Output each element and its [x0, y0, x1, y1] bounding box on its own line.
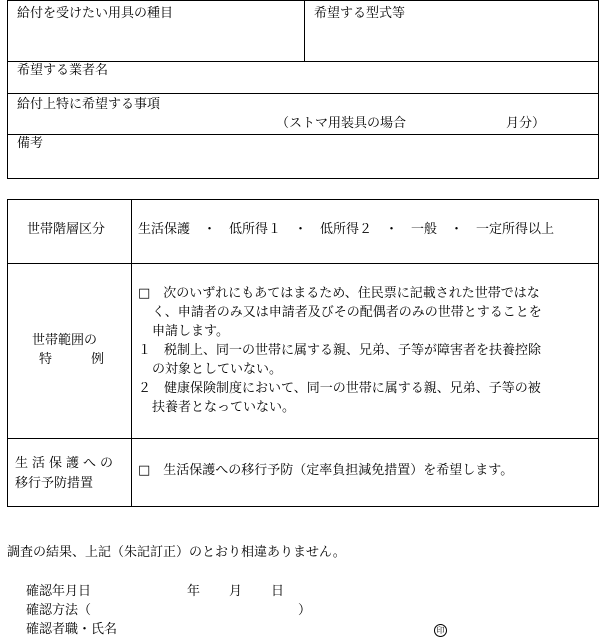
equipment-type-label: 給付を受けたい用具の種目 [17, 6, 174, 21]
household-label-divider [131, 199, 132, 507]
scope-text-line3: 申請します。 [152, 324, 229, 339]
scope-text-line2: く、申請者のみ又は申請者及びその配偶者のみの世帯とすることを [152, 305, 542, 320]
application-details-table [7, 0, 599, 179]
welfare-transfer-option[interactable]: □ 生活保護への移行予防（定率負担減免措置）を希望します。 [138, 463, 514, 478]
survey-statement: 調査の結果、上記（朱記訂正）のとおり相違ありません。 [7, 545, 346, 560]
stoma-note-suffix: 月分） [506, 116, 546, 131]
scope-checkbox-line[interactable]: □ 次のいずれにもあてはまるため、住民票に記載された世帯ではな [138, 286, 540, 301]
confirm-year-label: 年 [187, 584, 201, 599]
remarks-label: 備考 [17, 136, 44, 151]
stoma-note-prefix: （ストマ用装具の場合 [276, 116, 407, 131]
seal-mark-icon: 印 [434, 624, 447, 637]
row-divider-3 [7, 134, 599, 135]
scope-condition-1: １ 税制上、同一の世帯に属する親、兄弟、子等が障害者を扶養控除 [138, 343, 542, 358]
confirm-method-close: ） [298, 603, 312, 618]
row-divider-2 [7, 93, 599, 94]
confirmer-label: 確認者職・氏名 [26, 622, 118, 637]
household-row-divider-1 [7, 263, 599, 264]
confirm-month-label: 月 [229, 584, 243, 599]
welfare-transfer-label-line2: 移行予防措置 [15, 476, 94, 491]
vendor-label: 希望する業者名 [17, 63, 109, 78]
confirm-date-label: 確認年月日 [26, 584, 92, 599]
special-request-label: 給付上特に希望する事項 [17, 97, 161, 112]
equipment-model-divider [304, 0, 305, 61]
household-class-label: 世帯階層区分 [27, 222, 106, 237]
welfare-transfer-label-line1: 生活保護への [15, 456, 118, 471]
scope-condition-2-cont: 扶養者となっていない。 [152, 400, 296, 415]
model-label: 希望する型式等 [314, 6, 406, 21]
household-class-options: 生活保護 ・ 低所得１ ・ 低所得２ ・ 一般 ・ 一定所得以上 [138, 222, 555, 237]
household-scope-label-line1: 世帯範囲の [32, 333, 98, 348]
scope-condition-2: ２ 健康保険制度において、同一の世帯に属する親、兄弟、子等の被 [138, 381, 541, 396]
confirm-method-label: 確認方法（ [26, 603, 92, 618]
household-scope-text [138, 284, 598, 417]
scope-condition-1-cont: の対象としていない。 [152, 362, 283, 377]
confirm-day-label: 日 [271, 584, 285, 599]
row-divider-1 [7, 61, 599, 62]
household-scope-label-line2: 特 例 [39, 352, 105, 367]
household-row-divider-2 [7, 438, 599, 439]
